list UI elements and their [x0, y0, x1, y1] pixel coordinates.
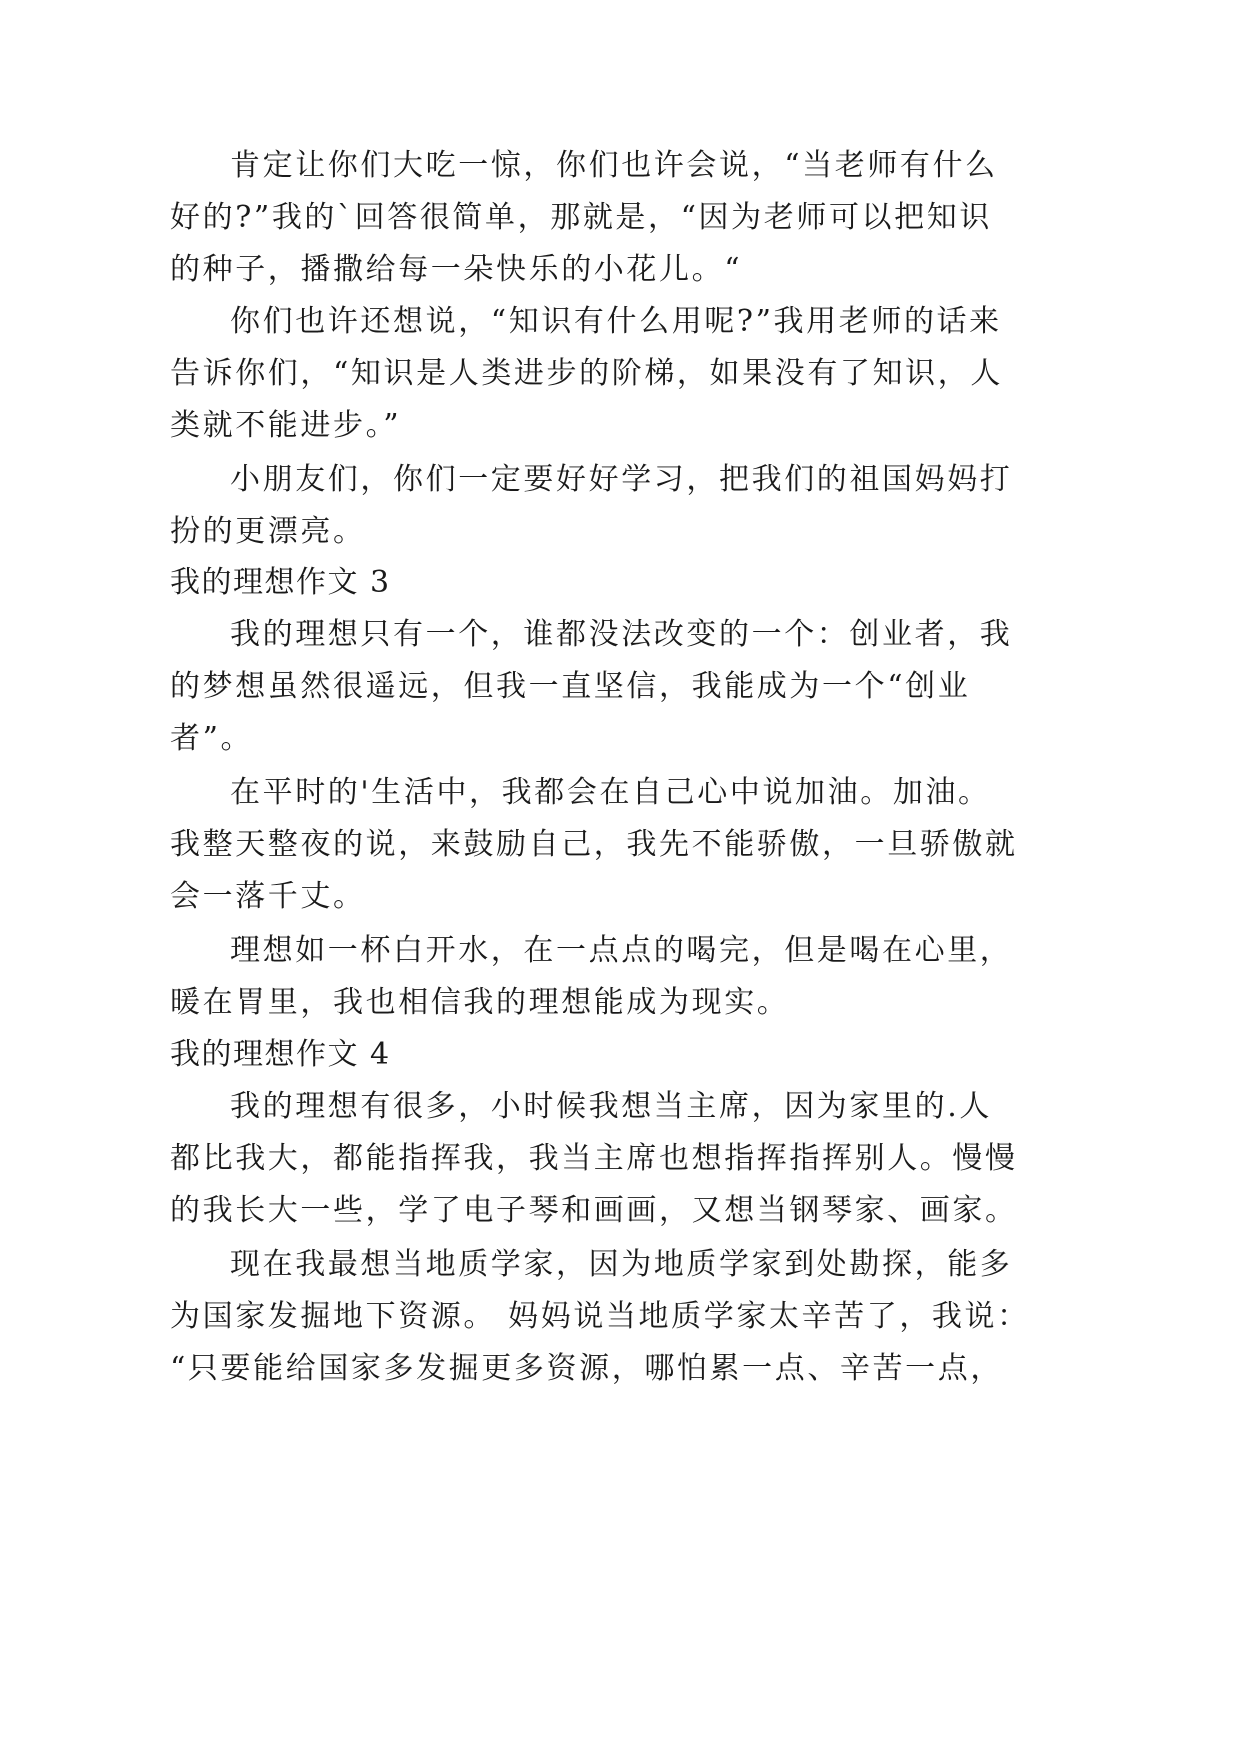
- paragraph-line: 都比我大，都能指挥我，我当主席也想指挥指挥别人。慢慢: [170, 1141, 1018, 1176]
- paragraph-line: 我的理想只有一个，谁都没法改变的一个：创业者，我: [230, 617, 1013, 652]
- paragraph-line: 为国家发掘地下资源。 妈妈说当地质学家太辛苦了，我说：: [170, 1299, 1030, 1334]
- paragraph-line: 的我长大一些，学了电子琴和画画，又想当钢琴家、画家。: [170, 1193, 1018, 1228]
- paragraph-line: 扮的更漂亮。: [170, 514, 366, 549]
- paragraph-line: 会一落千丈。: [170, 879, 366, 914]
- paragraph-line: 理想如一杯白开水，在一点点的喝完，但是喝在心里，: [230, 933, 1013, 968]
- paragraph-line: 你们也许还想说，“知识有什么用呢?”我用老师的话来: [230, 304, 1002, 339]
- paragraph-line: 现在我最想当地质学家，因为地质学家到处勘探，能多: [230, 1247, 1013, 1282]
- paragraph-line: 小朋友们，你们一定要好好学习，把我们的祖国妈妈打: [230, 462, 1013, 497]
- section-heading: 我的理想作文 3: [170, 565, 391, 600]
- paragraph-line: 好的?”我的`回答很简单，那就是，“因为老师可以把知识: [170, 200, 992, 235]
- paragraph-line: “只要能给国家多发掘更多资源，哪怕累一点、辛苦一点，: [170, 1351, 1003, 1386]
- paragraph-line: 我的理想有很多，小时候我想当主席，因为家里的.人: [230, 1089, 992, 1124]
- paragraph-line: 暖在胃里，我也相信我的理想能成为现实。: [170, 985, 790, 1020]
- paragraph-line: 我整天整夜的说，来鼓励自己，我先不能骄傲，一旦骄傲就: [170, 827, 1018, 862]
- paragraph-line: 在平时的'生活中，我都会在自己心中说加油。加油。: [230, 775, 991, 810]
- paragraph-line: 告诉你们，“知识是人类进步的阶梯，如果没有了知识，人: [170, 356, 1003, 391]
- paragraph-line: 者”。: [170, 721, 254, 756]
- paragraph-line: 的梦想虽然很遥远，但我一直坚信，我能成为一个“创业: [170, 669, 971, 704]
- paragraph-line: 类就不能进步。”: [170, 408, 402, 443]
- paragraph-line: 的种子，播撒给每一朵快乐的小花儿。“: [170, 252, 743, 287]
- section-heading: 我的理想作文 4: [170, 1037, 391, 1072]
- paragraph-line: 肯定让你们大吃一惊，你们也许会说，“当老师有什么: [230, 148, 998, 183]
